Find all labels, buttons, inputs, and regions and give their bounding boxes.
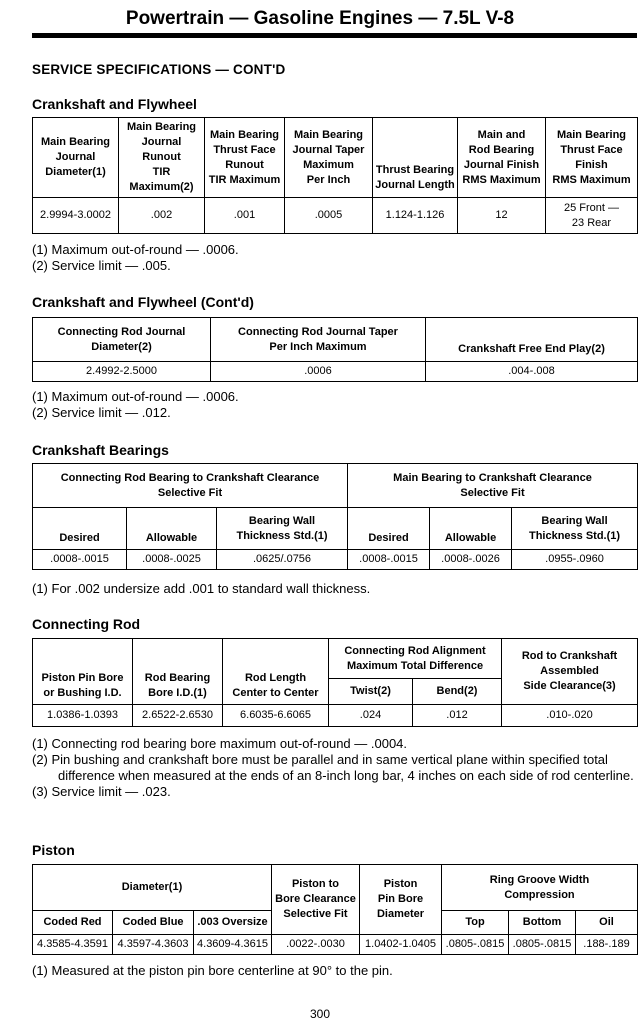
col-thrust-bearing-length: Thrust Bearing Journal Length [373,118,458,198]
table-cell: .001 [205,198,285,234]
col-rod-journal-diameter: Connecting Rod Journal Diameter(2) [33,318,211,362]
col-twist: Twist(2) [329,679,413,705]
table-row [33,705,638,727]
table-cell: .0805-.0815 [442,935,509,955]
connecting-rod-table [32,638,638,727]
col-journal-finish: Main and Rod Bearing Journal Finish RMS Maximum [458,118,546,198]
table-cell: .0022-.0030 [272,935,360,955]
connecting-rod-notes [32,736,640,800]
table-cell: .002 [119,198,205,234]
col-thrust-face-runout: Main Bearing Thrust Face Runout TIR Maximum [205,118,285,198]
col-bottom: Bottom [509,911,576,935]
footnote: (1) For .002 undersize add .001 to standard wall thickness. [32,581,371,596]
col-journal-runout: Main Bearing Journal Runout TIR Maximum(2) [119,118,205,198]
col-journal-taper: Main Bearing Journal Taper Maximum Per Inch [285,118,373,198]
table-cell: .188-.189 [576,935,638,955]
table-cell: 6.6035-6.6065 [223,705,329,727]
table-cell: 1.124-1.126 [373,198,458,234]
footnote: (1) Measured at the piston pin bore centerline at 90° to the pin. [32,963,393,978]
header-rule [32,33,637,38]
col-desired: Desired [33,508,127,550]
table-header-row [33,865,638,911]
col-pin-bore: Piston Pin Bore or Bushing I.D. [33,639,133,705]
table-header-row [33,639,638,679]
col-main-journal-diameter: Main Bearing Journal Diameter(1) [33,118,119,198]
col-rod-length: Rod Length Center to Center [223,639,329,705]
footnote: (3) Service limit — .023. [32,784,171,799]
table-row [33,362,638,382]
col-thrust-face-finish: Main Bearing Thrust Face Finish RMS Maximum [546,118,638,198]
crankshaft-bearings-table [32,463,638,570]
section-heading: SERVICE SPECIFICATIONS — CONT'D [32,62,286,77]
table-cell: .0955-.0960 [512,550,638,570]
col-bend: Bend(2) [413,679,502,705]
table-cell: 4.3609-4.3615 [194,935,272,955]
table-cell: 1.0402-1.0405 [360,935,442,955]
page-title: Powertrain — Gasoline Engines — 7.5L V-8 [125,8,515,29]
crankshaft-bearings-title: Crankshaft Bearings [32,442,169,458]
table-header-row [33,118,638,198]
crankshaft-flywheel-title: Crankshaft and Flywheel [32,96,197,112]
col-wall-thickness: Bearing Wall Thickness Std.(1) [512,508,638,550]
table-cell: .0008-.0025 [127,550,217,570]
table-cell: 2.9994-3.0002 [33,198,119,234]
crankshaft-flywheel-notes [32,242,239,274]
col-desired: Desired [348,508,430,550]
col-top: Top [442,911,509,935]
group-ring-groove: Ring Groove Width Compression [442,865,638,911]
table-cell: .0008-.0026 [430,550,512,570]
col-free-end-play: Crankshaft Free End Play(2) [426,318,638,362]
footnote: (2) Pin bushing and crankshaft bore must be parallel and in same vertical plane within specified total difference when measured at the ends of an 8-inch long bar, 4 inches on each side of rod centerline. [32,752,634,783]
table-cell: .0805-.0815 [509,935,576,955]
table-cell: 4.3585-4.3591 [33,935,113,955]
table-cell: .0008-.0015 [33,550,127,570]
connecting-rod-title: Connecting Rod [32,616,141,632]
table-cell: .010-.020 [502,705,638,727]
table-subheader-row [33,508,638,550]
col-wall-thickness: Bearing Wall Thickness Std.(1) [217,508,348,550]
col-coded-red: Coded Red [33,911,113,935]
table-cell: 12 [458,198,546,234]
crankshaft-flywheel-contd-table [32,317,638,382]
table-cell: .0008-.0015 [348,550,430,570]
group-main-bearing-clearance: Main Bearing to Crankshaft Clearance Selective Fit [348,464,638,508]
crankshaft-bearings-notes [32,581,370,597]
col-oversize: .003 Oversize [194,911,272,935]
col-coded-blue: Coded Blue [113,911,194,935]
crankshaft-flywheel-contd-notes [32,389,239,421]
col-side-clearance: Rod to Crankshaft Assembled Side Clearance(3) [502,639,638,705]
piston-notes [32,963,393,979]
table-cell: .0005 [285,198,373,234]
table-cell: .004-.008 [426,362,638,382]
table-header-row [33,464,638,508]
table-cell: .024 [329,705,413,727]
table-cell: .0625/.0756 [217,550,348,570]
table-row [33,550,638,570]
group-rod-alignment: Connecting Rod Alignment Maximum Total Difference [329,639,502,679]
col-pin-bore-diameter: Piston Pin Bore Diameter [360,865,442,935]
table-cell: .012 [413,705,502,727]
footnote: (2) Service limit — .012. [32,405,171,420]
page-number: 300 [309,1007,331,1021]
table-cell: 2.4992-2.5000 [33,362,211,382]
table-cell: 25 Front — 23 Rear [546,198,638,234]
col-rod-bearing-bore: Rod Bearing Bore I.D.(1) [133,639,223,705]
table-row [33,198,638,234]
table-cell: .0006 [211,362,426,382]
piston-title: Piston [32,842,75,858]
table-header-row [33,318,638,362]
footnote: (2) Service limit — .005. [32,258,171,273]
table-row [33,935,638,955]
col-bore-clearance: Piston to Bore Clearance Selective Fit [272,865,360,935]
col-allowable: Allowable [127,508,217,550]
crankshaft-flywheel-table [32,117,638,234]
col-oil: Oil [576,911,638,935]
table-cell: 1.0386-1.0393 [33,705,133,727]
footnote: (1) Connecting rod bearing bore maximum out-of-round — .0004. [32,736,408,751]
table-cell: 4.3597-4.3603 [113,935,194,955]
footnote: (1) Maximum out-of-round — .0006. [32,242,239,257]
group-rod-bearing-clearance: Connecting Rod Bearing to Crankshaft Clearance Selective Fit [33,464,348,508]
footnote: (1) Maximum out-of-round — .0006. [32,389,239,404]
piston-table [32,864,638,955]
crankshaft-flywheel-contd-title: Crankshaft and Flywheel (Cont'd) [32,294,254,310]
group-diameter: Diameter(1) [33,865,272,911]
table-cell: 2.6522-2.6530 [133,705,223,727]
col-rod-journal-taper: Connecting Rod Journal Taper Per Inch Maximum [211,318,426,362]
col-allowable: Allowable [430,508,512,550]
